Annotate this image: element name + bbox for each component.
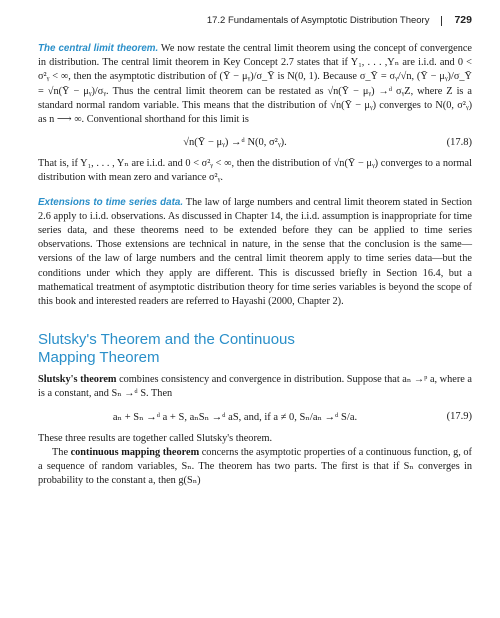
equation-17-8-body: √n(Ȳ − μᵧ) →ᵈ N(0, σ²ᵧ). (183, 136, 287, 148)
section-title-line2: Mapping Theorem (38, 349, 160, 367)
slutsky-after-paragraph: These three results are together called Slutsky's theorem. (38, 432, 273, 444)
slutsky-term: Slutsky's theorem (38, 374, 117, 386)
slutsky-text: combines consistency and convergence in distribution. Suppose that aₙ →ᵖ a, where a is a constant, and Sₙ →ᵈ S. Then (38, 374, 472, 400)
equation-17-9-body: aₙ + Sₙ →ᵈ a + S, aₙSₙ →ᵈ aS, and, if a ≠ 0, Sₙ/aₙ →ᵈ S/a. (112, 411, 358, 423)
section-title-line1: Slutsky's Theorem and the Continuous (38, 331, 295, 349)
extensions-paragraph (38, 196, 472, 310)
cmt-term: continuous mapping theorem (70, 446, 200, 458)
clt-paragraph (38, 42, 472, 127)
header-divider (441, 16, 442, 26)
equation-17-8 (38, 129, 472, 155)
page-number: 729 (454, 14, 472, 26)
clt-text: We now restate the central limit theorem using the concept of convergence in distribution. The central limit theorem in Key Concept 2.7 states that if Y₁, . . . ,Yₙ are i.i.d. and 0 < σ²ᵧ < ∞, then the asymptotic distribution of (Ȳ − μᵧ)/σ_Ȳ is N(0, 1). Because σ_Ȳ = σᵧ/√n, (Ȳ − μᵧ)/σ_Ȳ = √n(Ȳ − μᵧ)/σᵧ. Thus the central limit theorem can be restated as √n(Ȳ − μᵧ) →ᵈ σᵧZ, where Z is a standard normal random variable. This means that the distribution of √n(Ȳ − μᵧ) converges to N(0, σ²ᵧ) as n ⟶ ∞. Conventional shorthand for this limit is (38, 43, 472, 126)
cmt-text-before: The (52, 446, 69, 458)
equation-17-9 (38, 404, 472, 430)
header-section-title: 17.2 Fundamentals of Asymptotic Distribution Theory (206, 15, 430, 26)
equation-17-9-number: (17.9) (446, 411, 472, 423)
cmt-paragraph (38, 446, 472, 489)
extensions-text: The law of large numbers and central limit theorem stated in Section 2.6 apply to i.i.d. observations. As discussed in Chapter 14, the i.i.d. assumption is inappropriate for time series data, and these theorems need to be extended before they can be applied to time series observations. Those extensions are technical in nature, in the sense that the conclusion is the same—versions of the law of large numbers and the central limit theorem apply to time series data—but the conditions under which they apply are different. This is discussed briefly in Section 16.4, but a mathematical treatment of asymptotic distribution theory for time series variables is beyond the scope of this book and interested readers are referred to Hayashi (2000, Chapter 2). (38, 196, 472, 308)
slutsky-paragraph (38, 373, 472, 401)
clt-heading: The central limit theorem. (38, 43, 159, 54)
section-title (38, 331, 472, 367)
running-header (38, 0, 472, 30)
cmt-text-after: concerns the asymptotic properties of a continuous function, g, of a sequence of random variables, Sₙ. The theorem has two parts. The first is that if Sₙ converges in probability to the constant a, then g(Sₙ) (38, 446, 472, 487)
extensions-heading: Extensions to time series data. (38, 196, 184, 208)
clt-after-paragraph: That is, if Y₁, . . . , Yₙ are i.i.d. and 0 < σ²ᵧ < ∞, then the distribution of √n(Ȳ − μᵧ) converges to a normal distribution with mean zero and variance σ²ᵧ. (38, 158, 472, 184)
equation-17-8-number: (17.8) (446, 136, 472, 148)
